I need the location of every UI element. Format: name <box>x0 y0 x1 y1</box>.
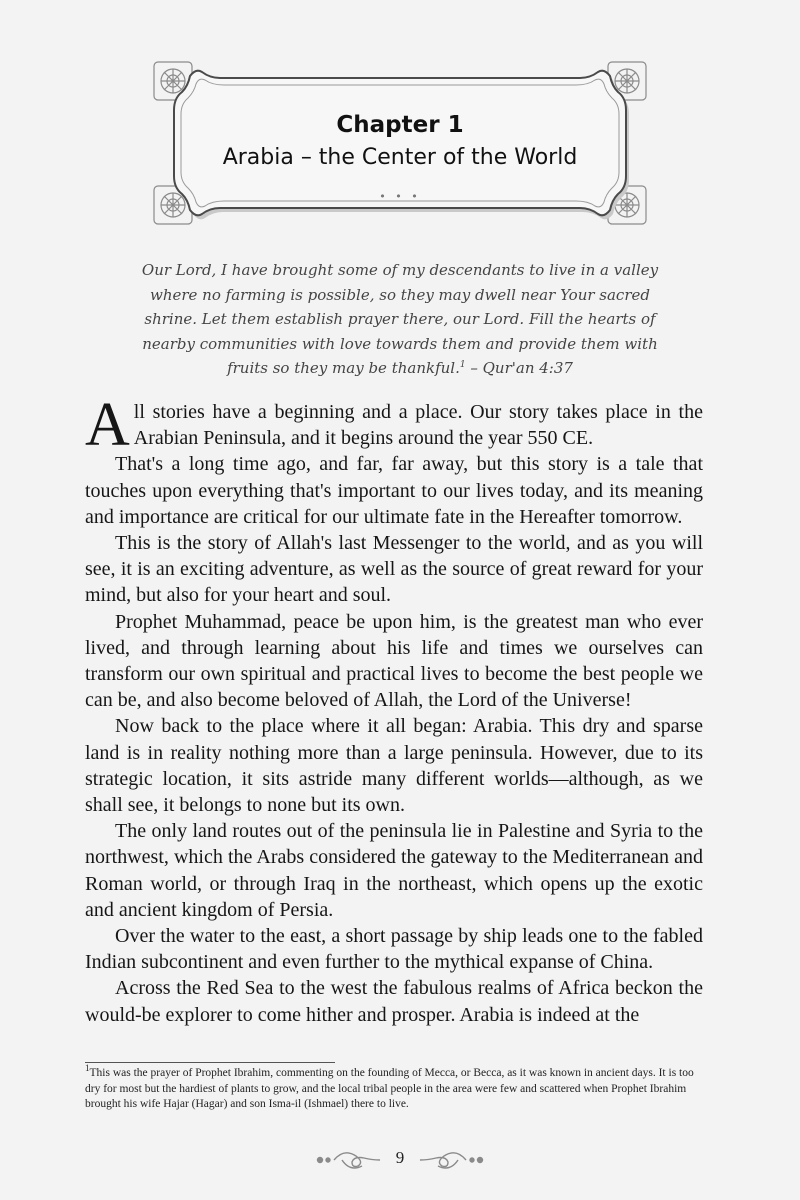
footnote-reference[interactable]: 1 <box>459 360 466 370</box>
right-flourish-icon <box>416 1144 486 1174</box>
quote-line-last <box>112 356 688 381</box>
chapter-number: Chapter 1 <box>336 112 464 138</box>
drop-cap: A <box>85 391 130 459</box>
page-footer <box>300 1142 500 1178</box>
paragraph-text: ll stories have a beginning and a place. Our story takes place in the Arabian Peninsula, and it begins around the year 550 CE. <box>133 401 703 450</box>
quote-line: nearby communities with love towards them and provide them with <box>142 334 658 353</box>
title-separator-dots: • • • <box>379 190 421 203</box>
footnote <box>85 1063 705 1113</box>
paragraph <box>85 391 703 459</box>
epigraph-quote <box>112 258 688 381</box>
footnote-divider <box>85 1062 335 1063</box>
quote-line: fruits so they may be thankful. <box>227 359 460 377</box>
footnote-marker: 1 <box>85 1063 90 1074</box>
chapter-body <box>85 391 703 1028</box>
quote-line: where no farming is possible, so they may dwell near Your sacred <box>149 285 650 304</box>
chapter-title: Arabia – the Center of the World <box>222 145 578 170</box>
chapter-header-frame <box>150 58 650 228</box>
paragraph: This is the story of Allah's last Messenger to the world, and as you will see, it is an exciting adventure, as well as the source of great reward for your mind, but also for your heart and soul. <box>85 532 703 607</box>
quote-line: shrine. Let them establish prayer there, our Lord. Fill the hearts of <box>144 310 656 328</box>
page-number: 9 <box>395 1148 405 1167</box>
paragraph: Across the Red Sea to the west the fabulous realms of Africa beckon the would-be explorer to come hither and prosper. Arabia is indeed at the <box>85 977 703 1026</box>
footnote-text: This was the prayer of Prophet Ibrahim, commenting on the founding of Mecca, or Becca, as it was known in ancient days. It is too dry for most but the hardiest of plants to grow, and the local tribal people in the area were few and scattered when Prophet Ibrahim brought his wife Hajar (Hagar) and son Isma-il (Ishmael) there to live. <box>85 1067 694 1110</box>
quote-citation: – Qur'an 4:37 <box>465 359 573 377</box>
paragraph: Prophet Muhammad, peace be upon him, is the greatest man who ever lived, and through learning about his life and times we ourselves can transform our own spiritual and practical lives to become the best people we can be, and also become beloved of Allah, the Lord of the Universe! <box>85 610 703 712</box>
paragraph: Now back to the place where it all began: Arabia. This dry and sparse land is in reality nothing more than a large peninsula. However, due to its strategic location, it sits astride many different worlds—although, as we shall see, it belongs to none but its own. <box>85 715 703 817</box>
paragraph: The only land routes out of the peninsula lie in Palestine and Syria to the northwest, which the Arabs considered the gateway to the Mediterranean and Roman world, or through Iraq in the northeast, which opens up the exotic and ancient kingdom of Persia. <box>85 820 703 921</box>
paragraph: That's a long time ago, and far, far away, but this story is a tale that touches upon everything that's important to our lives today, and its meaning and importance are critical for our ultimate fate in the Hereafter tomorrow. <box>85 453 703 528</box>
quote-line: Our Lord, I have brought some of my descendants to live in a valley <box>141 261 659 279</box>
paragraph: Over the water to the east, a short passage by ship leads one to the fabled Indian subcontinent and even further to the mythical expanse of China. <box>85 925 703 974</box>
